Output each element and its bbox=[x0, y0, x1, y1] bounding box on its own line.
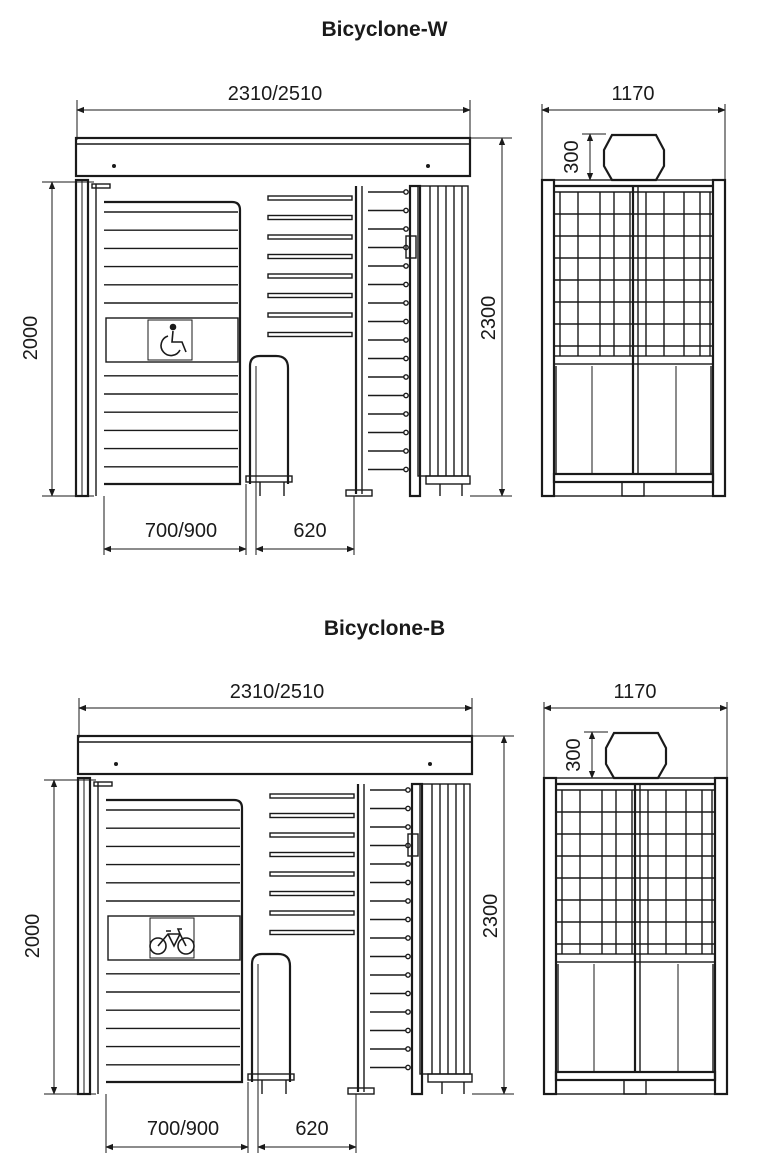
title-bicyclone-b: Bicyclone-B bbox=[323, 617, 446, 640]
top-box-label: 300 bbox=[561, 140, 583, 174]
post-cap bbox=[92, 184, 110, 188]
rotor-arm-tip bbox=[406, 991, 410, 995]
gate-frame bbox=[104, 202, 240, 484]
drawing-bicyclone-b bbox=[22, 681, 727, 1153]
rotor-arm-tip bbox=[404, 375, 408, 379]
rotor-arm-tip bbox=[404, 430, 408, 434]
drawing-bicyclone-w bbox=[20, 83, 725, 555]
centre-foot bbox=[346, 490, 372, 496]
side-post-right bbox=[713, 180, 725, 496]
comb-arm bbox=[268, 333, 352, 337]
post-cap bbox=[94, 782, 112, 786]
canopy-bolt-right bbox=[428, 762, 432, 766]
comb-arm bbox=[268, 313, 352, 317]
rotor-arm-tip bbox=[406, 1028, 410, 1032]
symbol-panel bbox=[108, 916, 240, 960]
comb-arm bbox=[270, 931, 354, 935]
passage-width-label: 700/900 bbox=[144, 520, 218, 542]
rotor-arm-tip bbox=[406, 825, 410, 829]
side-width-label: 1170 bbox=[613, 681, 657, 703]
side-bottom-rail bbox=[554, 474, 713, 482]
rotor-arm-tip bbox=[404, 319, 408, 323]
front-width-label: 2310/2510 bbox=[229, 681, 325, 703]
rotor-arm-tip bbox=[404, 190, 408, 194]
height-2000-label: 2000 bbox=[20, 315, 42, 361]
comb-arm bbox=[268, 274, 352, 278]
rotor-arm-tip bbox=[404, 412, 408, 416]
passage-width-label: 700/900 bbox=[146, 1118, 220, 1140]
guard-rail-base bbox=[248, 1074, 294, 1080]
rotor-arm-tip bbox=[404, 264, 408, 268]
turnstile-width-label: 620 bbox=[293, 520, 327, 542]
turnstile-width-label: 620 bbox=[295, 1118, 329, 1140]
centre-foot bbox=[348, 1088, 374, 1094]
side-post-left bbox=[542, 180, 554, 496]
comb-arm bbox=[270, 911, 354, 915]
cage-frame bbox=[418, 186, 468, 476]
rotor-arm-tip bbox=[406, 973, 410, 977]
side-centre-foot bbox=[624, 1080, 646, 1094]
height-2300-label: 2300 bbox=[478, 295, 500, 341]
side-centre-foot bbox=[622, 482, 644, 496]
cage-base bbox=[426, 476, 470, 484]
rotor-arm-tip bbox=[404, 208, 408, 212]
gate-frame bbox=[106, 800, 242, 1082]
canopy-bolt-left bbox=[114, 762, 118, 766]
comb-arm bbox=[268, 294, 352, 298]
side-post-right bbox=[715, 778, 727, 1094]
top-box-label: 300 bbox=[563, 738, 585, 772]
comb-arm bbox=[268, 216, 352, 220]
comb-arm bbox=[270, 833, 354, 837]
comb-arm bbox=[270, 853, 354, 857]
rotor-arm-tip bbox=[406, 917, 410, 921]
rotor-arm-tip bbox=[404, 467, 408, 471]
canopy-bolt-left bbox=[112, 164, 116, 168]
side-bottom-rail bbox=[556, 1072, 715, 1080]
rotor-arm-tip bbox=[404, 338, 408, 342]
cage-base bbox=[428, 1074, 472, 1082]
comb-arm bbox=[270, 892, 354, 896]
wheelchair-icon bbox=[161, 325, 186, 356]
bicycle-frame bbox=[158, 929, 186, 946]
side-post-left bbox=[544, 778, 556, 1094]
top-box bbox=[606, 733, 666, 778]
wheelchair-body bbox=[172, 331, 186, 352]
rotor-arm-tip bbox=[406, 954, 410, 958]
canopy-bolt-right bbox=[426, 164, 430, 168]
rotor-arm-tip bbox=[406, 862, 410, 866]
rotor-arm-tip bbox=[406, 788, 410, 792]
rotor-arm-tip bbox=[406, 936, 410, 940]
comb-arm bbox=[270, 794, 354, 798]
rotor-arm-tip bbox=[406, 1065, 410, 1069]
comb-arm bbox=[268, 235, 352, 239]
rotor-arm-tip bbox=[404, 227, 408, 231]
height-2000-label: 2000 bbox=[22, 913, 44, 959]
wheelchair-wheel bbox=[161, 336, 180, 356]
rotor-arm-tip bbox=[406, 899, 410, 903]
rotor-arm-tip bbox=[406, 880, 410, 884]
comb-arm bbox=[270, 872, 354, 876]
height-2300-label: 2300 bbox=[480, 893, 502, 939]
comb-arm bbox=[268, 196, 352, 200]
cage-frame bbox=[420, 784, 470, 1074]
wheelchair-head bbox=[171, 325, 176, 330]
comb-arm bbox=[270, 814, 354, 818]
rotor-arm-tip bbox=[404, 301, 408, 305]
rotor-arm-tip bbox=[404, 449, 408, 453]
rotor-arm-tip bbox=[406, 1047, 410, 1051]
rotor-arm-tip bbox=[406, 1010, 410, 1014]
rotor-arm-tip bbox=[404, 393, 408, 397]
guard-rail-base bbox=[246, 476, 292, 482]
front-width-label: 2310/2510 bbox=[227, 83, 323, 105]
comb-arm bbox=[268, 255, 352, 259]
title-bicyclone-w: Bicyclone-W bbox=[321, 18, 448, 41]
rotor-arm-tip bbox=[404, 282, 408, 286]
bicycle-icon bbox=[150, 929, 194, 954]
top-box bbox=[604, 135, 664, 180]
rotor-arm-tip bbox=[406, 806, 410, 810]
side-width-label: 1170 bbox=[611, 83, 655, 105]
rotor-arm-tip bbox=[404, 356, 408, 360]
